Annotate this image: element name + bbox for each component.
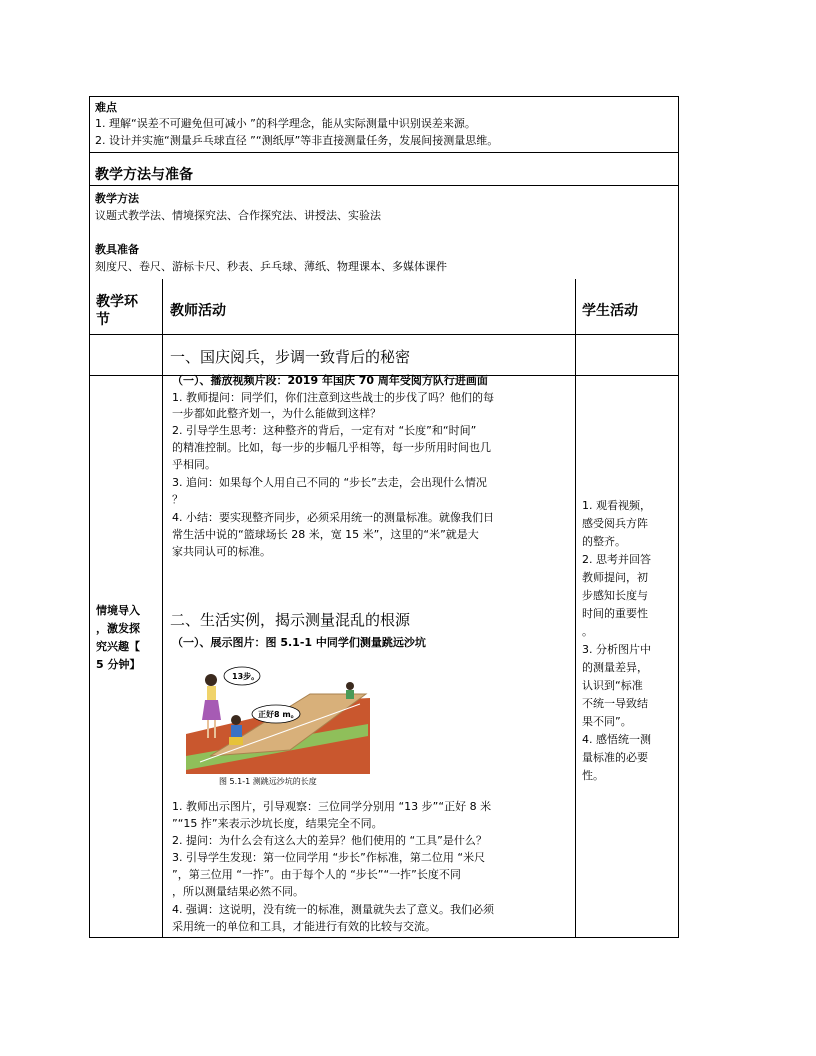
boy-shorts: [229, 737, 243, 745]
student-line: 1. 观看视频，: [582, 499, 651, 512]
student-line: 3. 分析图片中: [582, 643, 651, 656]
student-line: 。: [582, 625, 593, 638]
far-student-shirt: [346, 690, 354, 699]
section2-line: 3. 引导学生发现：第一位同学用 “步长”作标准，第二位用 “米尺: [172, 851, 486, 864]
student-line: 2. 思考并回答: [582, 553, 651, 566]
section1-line: 4. 小结：要实现整齐同步，必须采用统一的测量标准。就像我们日: [172, 511, 494, 524]
method-text: 议题式教学法、情境探究法、合作探究法、讲授法、实验法: [95, 209, 381, 222]
sandpit-figure: [180, 664, 370, 774]
section2-line: 采用统一的单位和工具，才能进行有效的比较与交流。: [172, 920, 436, 933]
section1-sub: （一）、播放视频片段：2019 年国庆 70 周年受阅方队行进画面: [172, 374, 488, 387]
stage-line-1: 情境导入: [96, 604, 140, 617]
section2-line: 2. 提问：为什么会有这么大的差异？他们使用的 “工具”是什么？: [172, 834, 487, 847]
header-teacher: 教师活动: [170, 303, 226, 319]
section2-line: 4. 强调：这说明，没有统一的标准，测量就失去了意义。我们必须: [172, 903, 494, 916]
header-stage-line2: 节: [96, 312, 110, 328]
header-student: 学生活动: [582, 303, 638, 319]
bubble2-text: 正好8 m。: [258, 710, 299, 719]
student-line: 4. 感悟统一测: [582, 733, 651, 746]
girl-shirt: [207, 686, 216, 700]
stage-line-4: 5 分钟】: [96, 658, 141, 671]
student-line: 不统一导致结: [582, 697, 648, 710]
section1-line: 家共同认可的标准。: [172, 545, 271, 558]
student-line: 的整齐。: [582, 535, 626, 548]
student-line: 步感知长度与: [582, 589, 648, 602]
difficulty-item-2: 2. 设计并实施“测量乒乓球直径 ”“测纸厚”等非直接测量任务，发展间接测量思维。: [95, 134, 499, 147]
section1-line: 常生活中说的“篮球场长 28 米，宽 15 米”，这里的“米”就是大: [172, 528, 479, 541]
column-divider-1: [162, 279, 163, 937]
header-stage-line1: 教学环: [96, 294, 138, 310]
section2-line: 1. 教师出示图片，引导观察：三位同学分别用 “13 步”“正好 8 米: [172, 800, 492, 813]
student-line: 教师提问，初: [582, 571, 648, 584]
methods-title: 教学方法与准备: [95, 167, 193, 183]
section2-line: ”“15 拃”来表示沙坑长度，结果完全不同。: [172, 817, 383, 830]
section1-line: ？: [172, 493, 183, 506]
section1-line: 乎相同。: [172, 458, 216, 471]
stage-line-2: ，激发探: [96, 622, 140, 635]
section2-sub: （一）、展示图片：图 5.1-1 中同学们测量跳远沙坑: [172, 636, 426, 649]
student-line: 的测量差异，: [582, 661, 648, 674]
method-heading: 教学方法: [95, 192, 139, 205]
girl-head: [205, 674, 217, 686]
student-line: 认识到“标准: [582, 679, 643, 692]
tools-heading: 教具准备: [95, 243, 139, 256]
section1-line: 2. 引导学生思考：这种整齐的背后，一定有对 “长度”和“时间”: [172, 424, 477, 437]
student-line: 果不同”。: [582, 715, 632, 728]
section2-title: 二、生活实例，揭示测量混乱的根源: [170, 611, 411, 629]
boy-head: [231, 715, 241, 725]
student-line: 时间的重要性: [582, 607, 648, 620]
bubble1-text: 13步。: [232, 672, 260, 681]
far-student-head: [346, 682, 354, 690]
difficulty-item-1: 1. 理解“误差不可避免但可减小 ”的科学理念，能从实际测量中识别误差来源。: [95, 117, 476, 130]
section2-line: ，所以测量结果必然不同。: [172, 885, 304, 898]
section1-line: 3. 追问：如果每个人用自己不同的 “步长”去走，会出现什么情况: [172, 476, 487, 489]
student-line: 性。: [582, 769, 604, 782]
tools-text: 刻度尺、卷尺、游标卡尺、秒表、乒乓球、薄纸、物理课本、多媒体课件: [95, 260, 447, 273]
column-divider-2: [575, 279, 576, 937]
boy-shirt: [231, 725, 242, 737]
student-line: 感受阅兵方阵: [582, 517, 648, 530]
section1-line: 1. 教师提问：同学们，你们注意到这些战士的步伐了吗？他们的每: [172, 391, 494, 404]
figure-caption: 图 5.1-1 测跳远沙坑的长度: [219, 777, 317, 786]
section1-title: 一、国庆阅兵，步调一致背后的秘密: [170, 348, 411, 366]
section2-line: ”，第三位用 “一拃”。由于每个人的 “步长”“一拃”长度不同: [172, 868, 461, 881]
difficulty-heading: 难点: [95, 101, 117, 114]
stage-line-3: 究兴趣【: [96, 640, 140, 653]
student-line: 量标准的必要: [582, 751, 648, 764]
section1-line: 的精准控制。比如，每一步的步幅几乎相等，每一步所用时间也几: [172, 441, 491, 454]
girl-skirt: [202, 700, 221, 720]
section1-line: 一步都如此整齐划一，为什么能做到这样？: [172, 407, 381, 420]
